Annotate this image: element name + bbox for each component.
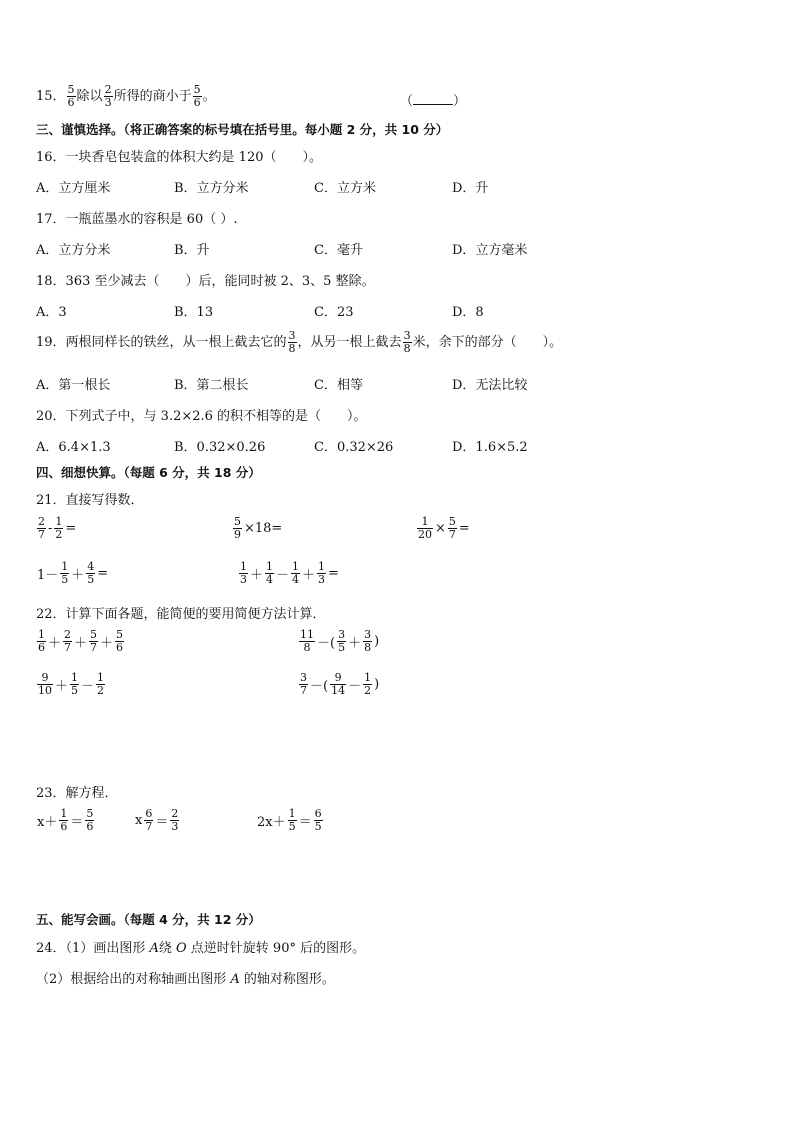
expression-22-1: $\frac{1}{6}$ ＋ $\frac{2}{7}$ ＋ $\frac{5}{7}$ ＋ $\frac{5}{6}$ — [38, 628, 124, 654]
option-b[interactable]: B．立方分米 — [174, 181, 249, 196]
expression-21-1: $\frac{2}{7}$ - $\frac{1}{2}$ = — [38, 515, 77, 541]
option-b[interactable]: B．13 — [174, 305, 214, 320]
option-a[interactable]: A．立方分米 — [36, 243, 111, 258]
expression-22-3: $\frac{9}{10}$ ＋ $\frac{1}{5}$ － $\frac{1}{2}$ — [38, 671, 105, 697]
question-23: 23．解方程． — [36, 786, 118, 801]
option-d[interactable]: D．1.6×5.2 — [452, 440, 528, 455]
equation-23-2: x $\frac{6}{7}$ ＝ $\frac{2}{3}$ — [135, 807, 179, 833]
section-5-heading: 五、能写会画。（每题 4 分，共 12 分） — [36, 912, 261, 927]
fraction: $\frac{2}{3}$ — [104, 83, 112, 109]
fraction: $\frac{5}{6}$ — [193, 83, 201, 109]
option-c[interactable]: C．毫升 — [314, 243, 363, 258]
fraction: $\frac{3}{8}$ — [288, 329, 296, 355]
option-a[interactable]: A．立方厘米 — [36, 181, 111, 196]
expression-21-2: $\frac{5}{9}$ ×18= — [234, 515, 283, 541]
expression-21-3: $\frac{1}{20}$ × $\frac{5}{7}$ = — [418, 515, 470, 541]
option-c[interactable]: C．23 — [314, 305, 354, 320]
question-15: 15． $\frac{5}{6}$ 除以 $\frac{2}{3}$ 所得的商小于 $\frac{5}{6}$ 。 — [36, 83, 216, 109]
equation-23-1: x＋ $\frac{1}{6}$ ＝ $\frac{5}{6}$ — [37, 807, 94, 833]
option-a[interactable]: A．6.4×1.3 — [36, 440, 111, 455]
question-19: 19．两根同样长的铁丝，从一根上截去它的 $\frac{3}{8}$ ，从另一根上截去 $\frac{3}{8}$ 米，余下的部分（ ）。 — [36, 329, 563, 355]
option-d[interactable]: D．立方毫米 — [452, 243, 528, 258]
equation-23-3: 2x＋ $\frac{1}{5}$ ＝ $\frac{6}{5}$ — [257, 807, 322, 833]
expression-22-2: $\frac{11}{8}$ －( $\frac{3}{5}$ ＋ $\frac{3}{8}$ ) — [300, 628, 380, 654]
question-18: 18．363 至少减去（ ）后，能同时被 2、3、5 整除。 — [36, 274, 375, 289]
option-b[interactable]: B．第二根长 — [174, 378, 249, 393]
fraction: $\frac{3}{8}$ — [403, 329, 411, 355]
question-17: 17．一瓶蓝墨水的容积是 60（ ）. — [36, 212, 238, 227]
option-c[interactable]: C．相等 — [314, 378, 363, 393]
expression-21-4: 1－ $\frac{1}{5}$ ＋ $\frac{4}{5}$ = — [37, 560, 109, 586]
option-a[interactable]: A．第一根长 — [36, 378, 111, 393]
option-d[interactable]: D．8 — [452, 305, 484, 320]
fraction: $\frac{5}{6}$ — [67, 83, 75, 109]
option-b[interactable]: B．升 — [174, 243, 210, 258]
question-24-part-2: （2）根据给出的对称轴画出图形 A 的轴对称图形。 — [36, 972, 335, 987]
option-d[interactable]: D．无法比较 — [452, 378, 528, 393]
question-20: 20．下列式子中，与 3.2×2.6 的积不相等的是（ ）。 — [36, 409, 367, 424]
question-16: 16．一块香皂包装盒的体积大约是 120（ ）。 — [36, 150, 322, 165]
option-d[interactable]: D．升 — [452, 181, 489, 196]
question-21: 21．直接写得数． — [36, 493, 144, 508]
option-a[interactable]: A．3 — [36, 305, 67, 320]
option-c[interactable]: C．0.32×26 — [314, 440, 394, 455]
question-24-part-1: 24．（1）画出图形 A绕 O 点逆时针旋转 90° 后的图形。 — [36, 941, 366, 956]
option-b[interactable]: B．0.32×0.26 — [174, 440, 266, 455]
option-c[interactable]: C．立方米 — [314, 181, 376, 196]
answer-blank-15[interactable]: （ ） — [400, 94, 467, 109]
question-22: 22．计算下面各题，能简便的要用简便方法计算． — [36, 607, 326, 622]
expression-21-5: $\frac{1}{3}$ ＋ $\frac{1}{4}$ － $\frac{1}{4}$ ＋ $\frac{1}{3}$ = — [240, 560, 339, 586]
section-4-heading: 四、细想快算。（每题 6 分，共 18 分） — [36, 465, 261, 480]
expression-22-4: $\frac{3}{7}$ －( $\frac{9}{14}$ － $\frac{1}{2}$ ) — [300, 671, 380, 697]
section-3-heading: 三、谨慎选择。（将正确答案的标号填在括号里。每小题 2 分，共 10 分） — [36, 122, 449, 137]
